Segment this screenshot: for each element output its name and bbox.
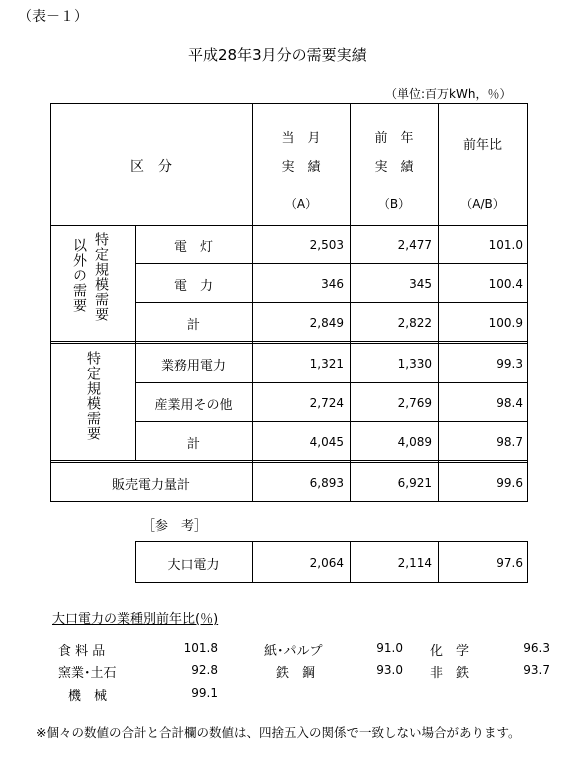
industry-name: 鉄 鋼 [276,666,316,681]
prev-value: 4,089 [397,435,432,449]
prev-value: 2,114 [397,556,432,570]
industry-value: 91.0 [376,641,403,655]
industry-name: 食 料 品 [58,644,106,659]
industry-name: 非 鉄 [430,666,470,681]
unit-label: （単位:百万kWh，％） [385,87,512,101]
current-header-2: 実 績 [281,160,321,175]
ratio-value: 98.4 [496,396,523,410]
industry-value: 93.7 [523,663,550,677]
current-value: 2,849 [309,316,344,330]
row-label: 業務用電力 [160,359,226,374]
prev-value: 2,769 [397,396,432,410]
group1-label-col1: 特定規模需要 [93,232,109,322]
current-value: 6,893 [309,476,344,490]
group1-label-col2: 以外の需要 [71,238,87,313]
prev-value: 345 [409,277,432,291]
industry-name: 窯業･土石 [58,666,117,681]
current-value: 2,503 [309,238,344,252]
reference-label: ［参 考］ [142,519,208,534]
prev-value: 6,921 [397,476,432,490]
row-label: 大口電力 [167,558,220,573]
current-header-1: 当 月 [281,131,321,146]
ratio-value: 100.9 [488,316,523,330]
total-label: 販売電力量計 [111,478,190,493]
industry-value: 99.1 [191,686,218,700]
page-title: 平成28年3月分の需要実績 [188,46,367,64]
prev-header-1: 前 年 [374,131,414,146]
industry-value: 92.8 [191,663,218,677]
group2-label: 特定規模需要 [85,351,101,441]
ratio-value: 97.6 [496,556,523,570]
category-header: 区 分 [130,159,172,175]
row-label: 電 力 [173,279,213,294]
ratio-value: 99.3 [496,357,523,371]
current-value: 2,064 [309,556,344,570]
row-label: 産業用その他 [154,398,233,413]
prev-value: 2,477 [397,238,432,252]
ratio-header-1: 前年比 [462,138,502,153]
industry-value: 101.8 [183,641,218,655]
industry-name: 紙･パルプ [264,644,323,659]
industry-name: 機 械 [68,689,108,704]
current-value: 2,724 [309,396,344,410]
industry-name: 化 学 [430,644,470,659]
industry-value: 93.0 [376,663,403,677]
ratio-value: 100.4 [488,277,523,291]
prev-header-3: （B） [377,197,411,211]
industry-title: 大口電力の業種別前年比(％) [52,612,219,627]
prev-header-2: 実 績 [374,160,414,175]
current-value: 346 [321,277,344,291]
row-label: 電 灯 [173,240,213,255]
prev-value: 2,822 [397,316,432,330]
ratio-header-3: （A/B） [460,197,505,211]
industry-value: 96.3 [523,641,550,655]
ratio-value: 101.0 [488,238,523,252]
footnote: ※個々の数値の合計と合計欄の数値は、四捨五入の関係で一致しない場合があります。 [36,725,521,740]
ratio-value: 99.6 [496,476,523,490]
table-label: （表－１） [18,9,88,25]
row-label: 計 [186,318,200,333]
current-value: 4,045 [309,435,344,449]
ratio-value: 98.7 [496,435,523,449]
current-header-3: （A） [284,197,318,211]
current-value: 1,321 [309,357,344,371]
prev-value: 1,330 [397,357,432,371]
row-label: 計 [186,437,200,452]
